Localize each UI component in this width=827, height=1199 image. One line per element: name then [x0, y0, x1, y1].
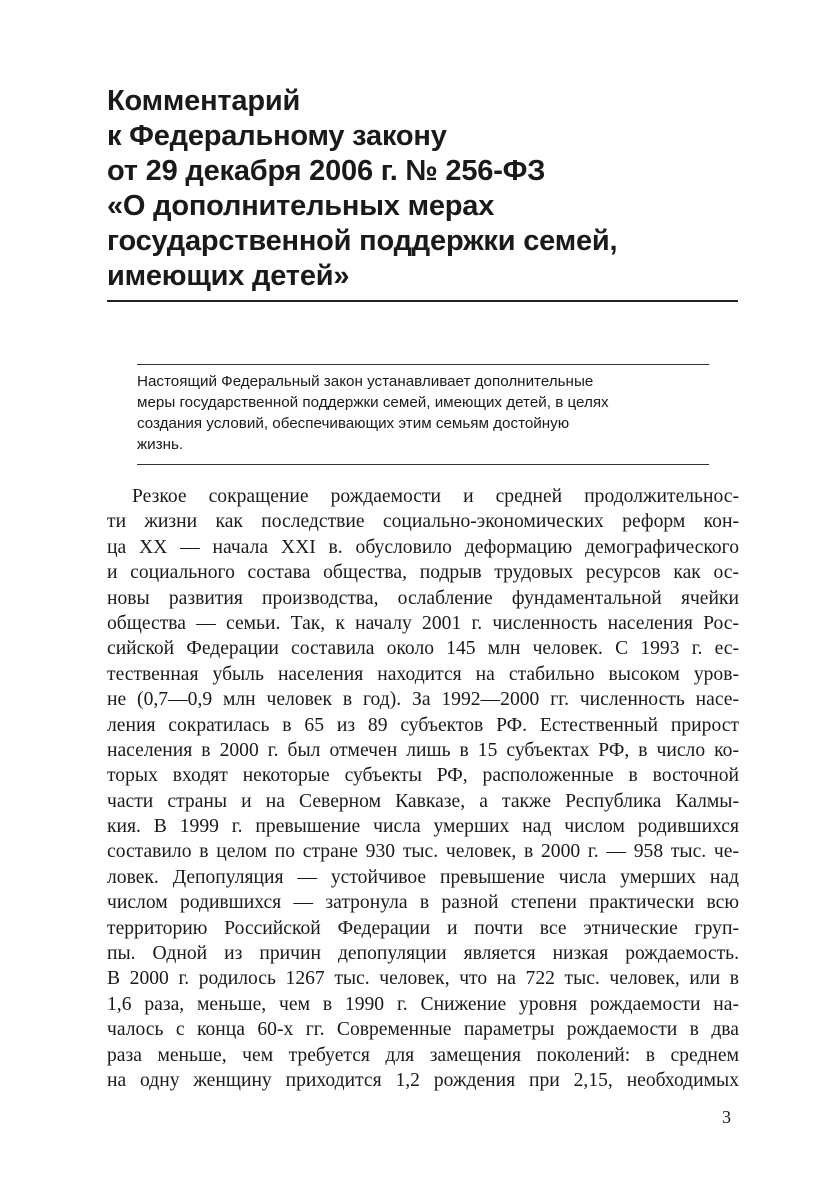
body-line: сийской Федерации составила около 145 млн человек. С 1993 г. ес- [107, 638, 739, 660]
abstract-line: меры государственной поддержки семей, имеющих детей, в целях [137, 394, 609, 411]
body-line: и социального состава общества, подрыв трудовых ресурсов как ос- [107, 562, 739, 584]
body-line: территорию Российской Федерации и почти все этнические груп- [107, 917, 739, 939]
body-line: ти жизни как последствие социально-экономических реформ кон- [107, 511, 739, 533]
abstract-line: жизнь. [137, 436, 184, 453]
body-line: Резкое сокращение рождаемости и средней продолжительнос- [132, 486, 739, 507]
title-line: имеющих детей» [107, 260, 350, 292]
body-line: числом родившихся — затронула в разной степени практически всю [107, 892, 739, 914]
body-line: чалось с конца 60-х гг. Современные параметры рождаемости в два [107, 1019, 739, 1041]
body-line: 1,6 раза, меньше, чем в 1990 г. Снижение уровня рождаемости на- [107, 993, 739, 1015]
abstract-divider-top [137, 364, 709, 365]
title-line: государственной поддержки семей, [107, 225, 618, 257]
law-abstract [137, 371, 717, 455]
abstract-divider-bottom [137, 464, 709, 465]
title-line: Комментарий [107, 85, 301, 117]
body-line: раза меньше, чем требуется для замещения поколений: в среднем [107, 1044, 739, 1066]
document-title [107, 84, 747, 294]
body-line: новы развития производства, ослабление фундаментальной ячейки [107, 587, 739, 609]
title-line: к Федеральному закону [107, 120, 447, 152]
body-line: населения в 2000 г. был отмечен лишь в 15 субъектах РФ, в число ко- [107, 739, 739, 761]
body-line: на одну женщину приходится 1,2 рождения при 2,15, необходимых [107, 1069, 739, 1091]
body-line: не (0,7—0,9 млн человек в год). За 1992—2000 гг. численность насе- [107, 689, 739, 711]
body-line: В 2000 г. родилось 1267 тыс. человек, что на 722 тыс. человек, или в [107, 968, 739, 990]
page-number: 3 [722, 1107, 731, 1127]
title-line: от 29 декабря 2006 г. № 256-ФЗ [107, 155, 546, 187]
body-line: части страны и на Северном Кавказе, а также Республика Калмы- [107, 790, 739, 812]
body-line: ления сократилась в 65 из 89 субъектов РФ. Естественный прирост [107, 714, 739, 736]
abstract-line: Настоящий Федеральный закон устанавливает дополнительные [137, 373, 594, 390]
body-line: тественная убыль населения находится на стабильно высоком уров- [107, 663, 739, 685]
body-line: общества — семьи. Так, к началу 2001 г. численность населения Рос- [107, 612, 739, 634]
body-line: составило в целом по стране 930 тыс. человек, в 2000 г. — 958 тыс. че- [107, 841, 739, 863]
title-line: «О дополнительных мерах [107, 190, 495, 222]
body-line: торых входят некоторые субъекты РФ, расположенные в восточной [107, 765, 739, 787]
title-divider [107, 300, 738, 302]
body-line: ловек. Депопуляция — устойчивое превышение числа умерших над [107, 866, 739, 888]
body-line: кия. В 1999 г. превышение числа умерших над числом родившихся [107, 816, 739, 838]
body-paragraph [107, 484, 739, 1093]
body-line: пы. Одной из причин депопуляции является низкая рождаемость. [107, 943, 739, 965]
body-line: ца XX — начала XXI в. обусловило деформацию демографического [107, 536, 739, 558]
abstract-line: создания условий, обеспечивающих этим семьям достойную [137, 415, 570, 432]
